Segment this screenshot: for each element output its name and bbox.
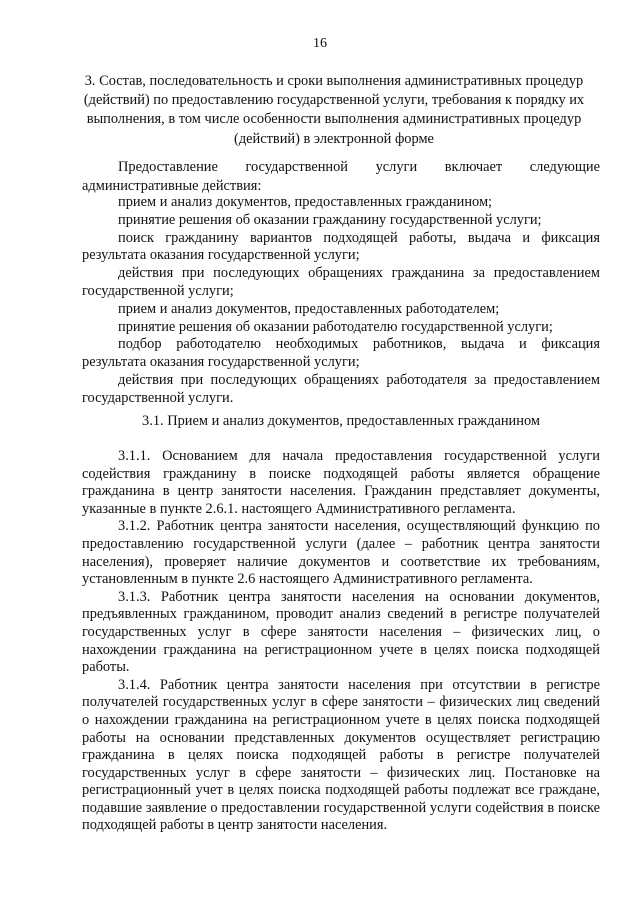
action-item: поиск гражданину вариантов подходящей работы, выдача и фиксация результата оказания государственной услуги; xyxy=(82,229,600,264)
intro-text: Предоставление государственной услуги включает следующие административные действия: xyxy=(82,159,600,194)
body-paragraphs xyxy=(82,448,600,835)
body-paragraph: 3.1.4. Работник центра занятости населения при отсутствии в регистре получателей государственных услуг в сфере занятости – физических лиц сведений о нахождении гражданина на регистрационном учете в целях поиска подходящей работы на основании представленных документов осуществляет регистрацию гражданина в целях поиска подходящей работы в регистре получателей государственных услуг в сфере занятости – физических лиц. Постановке на регистрационный учет в целях поиска подходящей работы подлежат все граждане, подавшие заявление о предоставлении государственной услуги содействия в поиске подходящей работы в центр занятости населения. xyxy=(82,676,600,834)
body-paragraph: 3.1.1. Основанием для начала предоставления государственной услуги содействия гражданину в поиске подходящей работы является обращение гражданина в центр занятости населения. Гражданин представляет документы, указанные в пункте 2.6.1. настоящего Административного регламента. xyxy=(82,448,600,517)
section-heading: 3. Состав, последовательность и сроки выполнения административных процедур (действий) по предоставлению государственной услуги, требования к порядку их выполнения, в том числе особенности выполнения административных процедур (действий) в электронной форме xyxy=(83,73,585,147)
action-item: прием и анализ документов, предоставленных гражданином; xyxy=(118,194,493,210)
action-item: принятие решения об оказании гражданину государственной услуги; xyxy=(118,211,542,228)
action-item: подбор работодателю необходимых работников, выдача и фиксация результата оказания государственной услуги; xyxy=(82,336,600,371)
actions-list xyxy=(82,194,600,408)
body-paragraph: 3.1.3. Работник центра занятости населения на основании документов, предъявленных гражданином, проводит анализ сведений в регистре получателей государственных услуг в сфере занятости населения – физических лиц, о нахождении гражданина на регистрационном учете в целях поиска подходящей работы. xyxy=(82,588,600,676)
page-number: 16 xyxy=(313,36,327,51)
intro-paragraph xyxy=(82,158,600,195)
subsection-title: 3.1. Прием и анализ документов, предоставленных гражданином xyxy=(142,413,540,429)
body-paragraph: 3.1.2. Работник центра занятости населения, осуществляющий функцию по предоставлению государственной услуги (далее – работник центра занятости населения), проверяет наличие документов и соответствие их требованиям, установленным в пункте 2.6 настоящего Административного регламента. xyxy=(82,518,600,588)
action-item: действия при последующих обращениях работодателя за предоставлением государственной услуги. xyxy=(82,371,600,406)
action-item: прием и анализ документов, предоставленных работодателем; xyxy=(118,300,500,317)
action-item: действия при последующих обращениях гражданина за предоставлением государственной услуги; xyxy=(82,265,600,299)
action-item: принятие решения об оказании работодателю государственной услуги; xyxy=(118,318,553,335)
